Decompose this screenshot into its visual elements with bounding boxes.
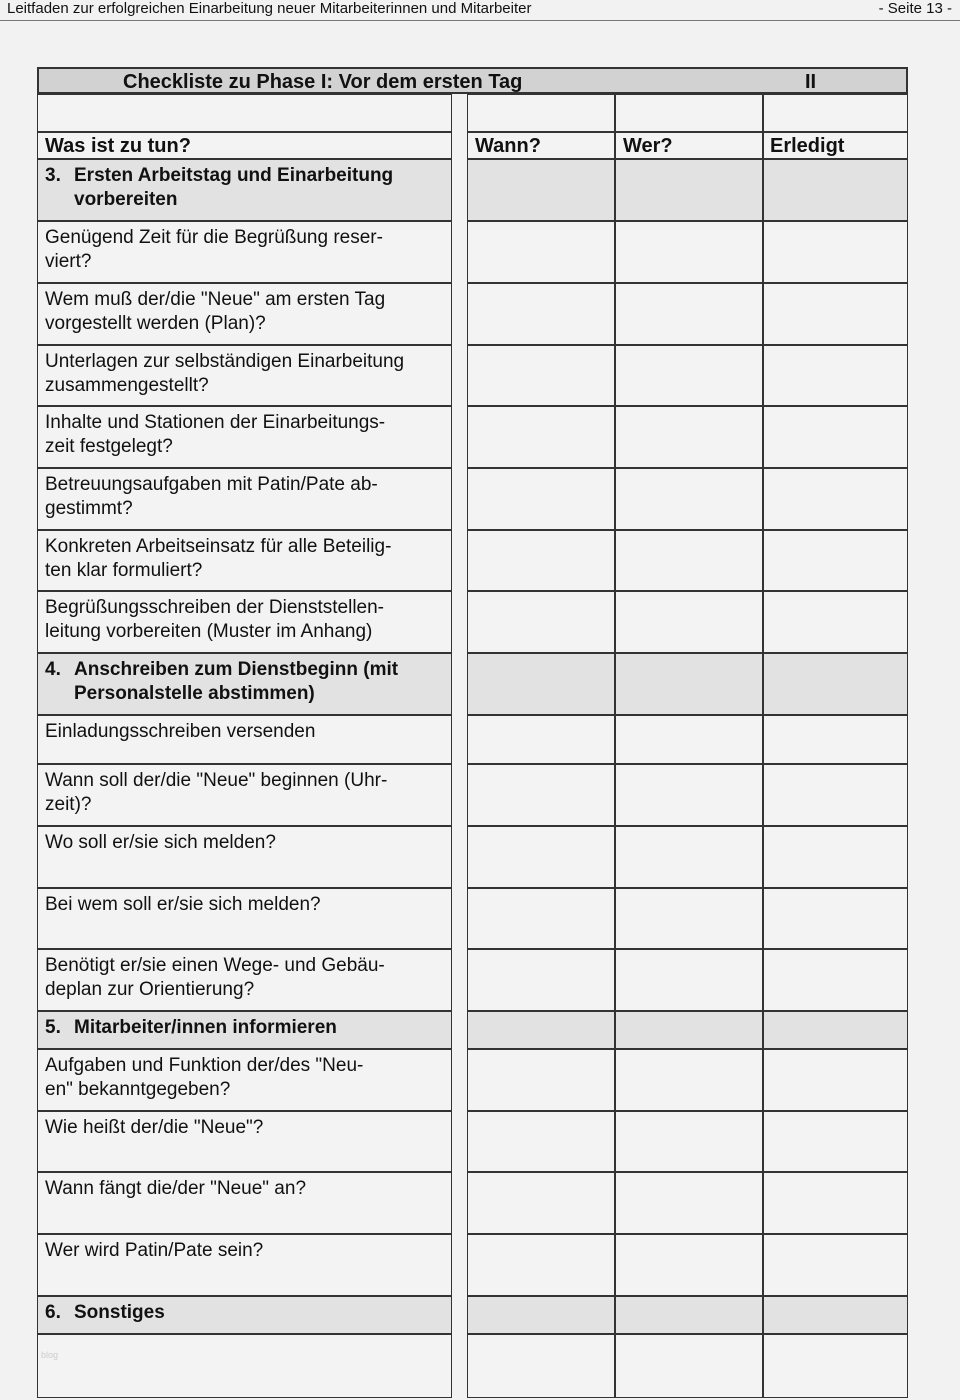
text-line-2: vorgestellt werden (Plan)? xyxy=(45,313,266,334)
done-cell xyxy=(763,1049,908,1111)
checklist-item xyxy=(37,406,452,468)
who-cell xyxy=(615,1172,763,1234)
done-cell xyxy=(763,949,908,1011)
done-cell xyxy=(763,406,908,468)
question-text xyxy=(45,1054,445,1102)
done-cell xyxy=(763,826,908,888)
text-line-1: Genügend Zeit für die Begrüßung reser- xyxy=(45,227,383,248)
text-line-1: Begrüßungsschreiben der Dienststellen- xyxy=(45,597,385,618)
checklist-item xyxy=(37,1234,452,1296)
text-line-2: deplan zur Orientierung? xyxy=(45,979,255,1000)
question-text xyxy=(45,535,445,583)
done-cell xyxy=(763,283,908,345)
when-cell xyxy=(467,159,615,221)
text-line-2: zusammengestellt? xyxy=(45,375,209,396)
text-line-2: Personalstelle abstimmen) xyxy=(74,683,315,704)
checklist-title-bar xyxy=(37,67,908,94)
question-text xyxy=(45,473,445,521)
text-line-2: vorbereiten xyxy=(74,189,178,210)
done-cell xyxy=(763,345,908,406)
done-cell xyxy=(763,530,908,591)
question-text xyxy=(45,954,445,1002)
done-cell xyxy=(763,1172,908,1234)
when-cell xyxy=(467,530,615,591)
column-header-who: Wer? xyxy=(623,135,673,157)
text-line-2: ten klar formuliert? xyxy=(45,560,203,581)
question-text xyxy=(45,411,445,459)
checklist-item xyxy=(37,530,452,591)
text-line-1: Aufgaben und Funktion der/des "Neu- xyxy=(45,1055,364,1076)
section-number: 4. xyxy=(45,659,61,680)
who-cell xyxy=(615,406,763,468)
done-cell xyxy=(763,653,908,715)
who-cell xyxy=(615,283,763,345)
checklist-item xyxy=(37,221,452,283)
text-line-1: Benötigt er/sie einen Wege- und Gebäu- xyxy=(45,955,385,976)
who-cell xyxy=(615,1049,763,1111)
checklist-item xyxy=(37,283,452,345)
done-cell xyxy=(763,888,908,949)
who-cell xyxy=(615,826,763,888)
section-heading xyxy=(45,164,445,212)
when-cell xyxy=(467,1296,615,1334)
when-cell xyxy=(467,653,615,715)
who-cell xyxy=(615,715,763,764)
done-cell xyxy=(763,1011,908,1049)
question-text xyxy=(45,350,445,398)
when-cell xyxy=(467,468,615,530)
question-text xyxy=(45,893,445,917)
checklist-item xyxy=(37,1334,452,1398)
question-text xyxy=(45,1177,445,1201)
when-cell xyxy=(467,888,615,949)
question-text xyxy=(45,1116,445,1140)
who-cell xyxy=(615,1334,763,1398)
who-cell xyxy=(615,468,763,530)
checklist-marker: II xyxy=(805,71,817,93)
when-cell xyxy=(467,591,615,653)
when-cell xyxy=(467,1011,615,1049)
who-cell xyxy=(615,653,763,715)
section-row xyxy=(37,159,452,221)
section-number: 3. xyxy=(45,165,61,186)
when-cell xyxy=(467,1172,615,1234)
text-line-1: Unterlagen zur selbständigen Einarbeitung xyxy=(45,351,405,372)
who-cell xyxy=(615,1111,763,1172)
column-header-done: Erledigt xyxy=(770,135,845,157)
text-line-1: Wie heißt der/die "Neue"? xyxy=(45,1117,264,1138)
who-cell xyxy=(615,949,763,1011)
done-cell xyxy=(763,591,908,653)
section-heading xyxy=(45,658,445,706)
checklist-item xyxy=(37,1111,452,1172)
when-cell xyxy=(467,406,615,468)
who-cell xyxy=(615,1234,763,1296)
checklist-item xyxy=(37,468,452,530)
checklist-item xyxy=(37,949,452,1011)
checklist-item xyxy=(37,345,452,406)
section-heading xyxy=(45,1301,445,1325)
when-cell xyxy=(467,826,615,888)
when-cell xyxy=(467,1049,615,1111)
text-line-1: Wann fängt die/der "Neue" an? xyxy=(45,1178,307,1199)
column-header-task: Was ist zu tun? xyxy=(45,135,191,157)
done-cell xyxy=(763,1334,908,1398)
text-line-1: Ersten Arbeitstag und Einarbeitung xyxy=(74,165,394,186)
text-line-2: zeit)? xyxy=(45,794,92,815)
text-line-1: Betreuungsaufgaben mit Patin/Pate ab- xyxy=(45,474,378,495)
text-line-2: zeit festgelegt? xyxy=(45,436,173,457)
who-cell xyxy=(615,1296,763,1334)
checklist-item xyxy=(37,764,452,826)
text-line-1: Sonstiges xyxy=(74,1302,165,1323)
question-text xyxy=(45,596,445,644)
when-cell xyxy=(467,283,615,345)
who-cell xyxy=(615,888,763,949)
checklist-item xyxy=(37,826,452,888)
text-line-1: Wem muß der/die "Neue" am ersten Tag xyxy=(45,289,386,310)
when-cell xyxy=(467,221,615,283)
when-cell xyxy=(467,1334,615,1398)
checklist-item xyxy=(37,715,452,764)
blank-row-who xyxy=(615,94,763,132)
text-line-1: Inhalte und Stationen der Einarbeitungs- xyxy=(45,412,386,433)
checklist-title: Checkliste zu Phase I: Vor dem ersten Tag xyxy=(123,71,523,93)
question-text xyxy=(45,288,445,336)
blank-row-when xyxy=(467,94,615,132)
done-cell xyxy=(763,221,908,283)
question-text xyxy=(45,720,445,744)
checklist-item xyxy=(37,591,452,653)
question-text xyxy=(45,769,445,817)
done-cell xyxy=(763,715,908,764)
text-line-1: Bei wem soll er/sie sich melden? xyxy=(45,894,321,915)
question-text xyxy=(45,226,445,274)
watermark: blog xyxy=(41,1350,59,1360)
column-header-when: Wann? xyxy=(475,135,541,157)
who-cell xyxy=(615,591,763,653)
done-cell xyxy=(763,1296,908,1334)
who-cell xyxy=(615,764,763,826)
checklist-item xyxy=(37,888,452,949)
checklist-item xyxy=(37,1172,452,1234)
text-line-1: Einladungsschreiben versenden xyxy=(45,721,316,742)
done-cell xyxy=(763,1111,908,1172)
text-line-1: Wo soll er/sie sich melden? xyxy=(45,832,276,853)
section-number: 5. xyxy=(45,1017,61,1038)
when-cell xyxy=(467,715,615,764)
section-heading xyxy=(45,1016,445,1040)
section-row xyxy=(37,653,452,715)
question-text xyxy=(45,831,445,855)
text-line-2: en" bekanntgegeben? xyxy=(45,1079,231,1100)
done-cell xyxy=(763,1234,908,1296)
question-text xyxy=(45,1239,445,1263)
text-line-2: leitung vorbereiten (Muster im Anhang) xyxy=(45,621,373,642)
done-cell xyxy=(763,764,908,826)
page-number: - Seite 13 - xyxy=(878,0,952,17)
when-cell xyxy=(467,949,615,1011)
when-cell xyxy=(467,1234,615,1296)
text-line-1: Wann soll der/die "Neue" beginnen (Uhr- xyxy=(45,770,388,791)
when-cell xyxy=(467,1111,615,1172)
text-line-1: Anschreiben zum Dienstbeginn (mit xyxy=(74,659,399,680)
document-title: Leitfaden zur erfolgreichen Einarbeitung neuer Mitarbeiterinnen und Mitarbeiter xyxy=(7,0,532,17)
when-cell xyxy=(467,345,615,406)
section-number: 6. xyxy=(45,1302,61,1323)
who-cell xyxy=(615,530,763,591)
done-cell xyxy=(763,159,908,221)
checklist-item xyxy=(37,1049,452,1111)
text-line-1: Wer wird Patin/Pate sein? xyxy=(45,1240,264,1261)
blank-row-task xyxy=(37,94,452,132)
text-line-2: viert? xyxy=(45,251,92,272)
who-cell xyxy=(615,221,763,283)
section-row xyxy=(37,1011,452,1049)
done-cell xyxy=(763,468,908,530)
when-cell xyxy=(467,764,615,826)
who-cell xyxy=(615,159,763,221)
text-line-1: Mitarbeiter/innen informieren xyxy=(74,1017,337,1038)
text-line-2: gestimmt? xyxy=(45,498,133,519)
who-cell xyxy=(615,345,763,406)
section-row xyxy=(37,1296,452,1334)
who-cell xyxy=(615,1011,763,1049)
text-line-1: Konkreten Arbeitseinsatz für alle Beteilig- xyxy=(45,536,392,557)
blank-row-done xyxy=(763,94,908,132)
